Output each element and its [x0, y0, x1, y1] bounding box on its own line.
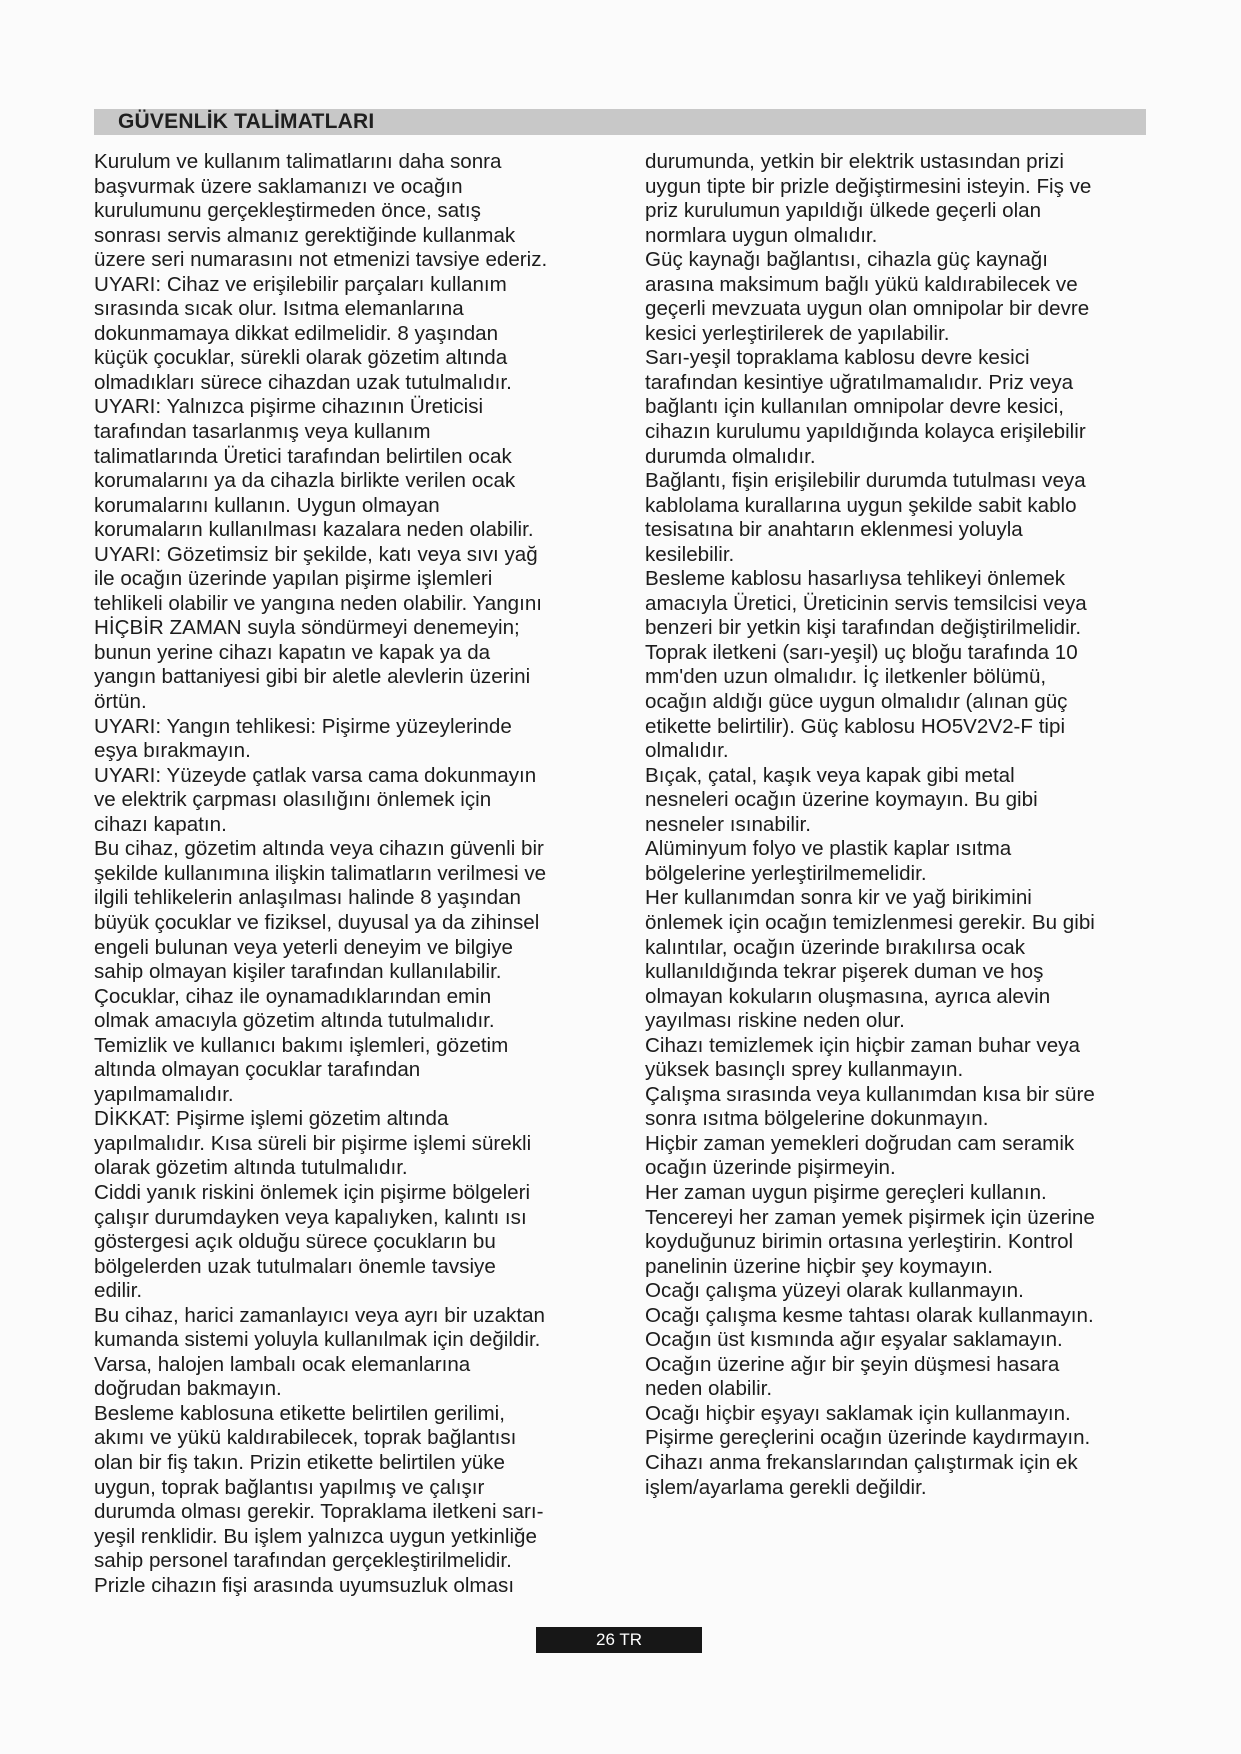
text-line: göstergesi açık olduğu sürece çocukların bu [94, 1230, 496, 1254]
text-line: nesneler ısınabilir. [645, 812, 811, 836]
text-line: UYARI: Gözetimsiz bir şekilde, katı veya sıvı yağ [94, 542, 538, 566]
text-line: küçük çocuklar, sürekli olarak gözetim altında [94, 346, 508, 370]
text-line: bunun yerine cihazı kapatın ve kapak ya da [94, 640, 491, 664]
text-line: bağlantı için kullanılan omnipolar devre kesici, [645, 395, 1064, 419]
text-line: olmak amacıyla gözetim altında tutulmalıdır. [94, 1009, 495, 1033]
text-line: nesneleri ocağın üzerine koymayın. Bu gibi [645, 788, 1038, 812]
text-line: uygun tipte bir prizle değiştirmesini isteyin. Fiş ve [645, 174, 1092, 198]
text-line: durumda olmalıdır. [645, 444, 816, 468]
text-line: mm'den uzun olmalıdır. İç iletkenler bölümü, [645, 665, 1047, 689]
text-line: olmadıkları sürece cihazdan uzak tutulmalıdır. [94, 370, 512, 394]
text-line: korumalarını ya da cihazla birlikte verilen ocak [94, 469, 516, 493]
text-line: Bıçak, çatal, kaşık veya kapak gibi metal [645, 763, 1015, 787]
text-line: olarak gözetim altında tutulmalıdır. [94, 1156, 408, 1180]
text-line: Cihazı anma frekanslarından çalıştırmak için ek [645, 1450, 1078, 1474]
right-text-column [645, 150, 1165, 1500]
text-line: yapılmalıdır. Kısa süreli bir pişirme işlemi sürekli [94, 1131, 532, 1155]
text-line: üzere seri numarasını not etmenizi tavsiye ederiz. [94, 248, 548, 272]
text-line: Ocağın üzerine ağır bir şeyin düşmesi hasara [645, 1352, 1060, 1376]
text-line: Ocağı çalışma kesme tahtası olarak kullanmayın. [645, 1303, 1094, 1327]
text-line: Alüminyum folyo ve plastik kaplar ısıtma [645, 837, 1012, 861]
text-line: kumanda sistemi yoluyla kullanılmak için değildir. [94, 1328, 541, 1352]
text-line: şekilde kullanımına ilişkin talimatların verilmesi ve [94, 861, 547, 885]
text-line: durumunda, yetkin bir elektrik ustasından prizi [645, 150, 1064, 173]
text-line: panelinin üzerine hiçbir şey koymayın. [645, 1254, 993, 1278]
text-line: tarafından tasarlanmış veya kullanım [94, 420, 431, 444]
text-line: kesici yerleştirilerek de yapılabilir. [645, 321, 950, 345]
text-line: Çocuklar, cihaz ile oynamadıklarından emin [94, 984, 492, 1008]
text-line: kesilebilir. [645, 542, 735, 566]
text-line: eşya bırakmayın. [94, 739, 251, 763]
text-line: Prizle cihazın fişi arasında uyumsuzluk olması [94, 1573, 515, 1597]
text-line: olmayan kokuların oluşmasına, ayrıca alevin [645, 984, 1051, 1008]
text-line: engeli bulunan veya yeterli deneyim ve bilgiye [94, 935, 513, 959]
text-line: Temizlik ve kullanıcı bakımı işlemleri, gözetim [94, 1033, 509, 1057]
text-line: bölgelerden uzak tutulmaları önemle tavsiye [94, 1254, 496, 1278]
text-line: cihazın kurulumu yapıldığında kolayca erişilebilir [645, 420, 1086, 444]
text-line: yayılması riskine neden olur. [645, 1009, 905, 1033]
text-line: Toprak iletkeni (sarı-yeşil) uç bloğu tarafında 10 [645, 640, 1078, 664]
text-line: priz kurulumun yapıldığı ülkede geçerli olan [645, 199, 1042, 223]
text-line: işlem/ayarlama gerekli değildir. [645, 1475, 927, 1499]
text-line: Bu cihaz, harici zamanlayıcı veya ayrı bir uzaktan [94, 1303, 545, 1327]
text-line: geçerli mevzuata uygun olan omnipolar bir devre [645, 297, 1090, 321]
text-line: kullanıldığında tekrar pişerek duman ve hoş [645, 960, 1044, 984]
text-line: Kurulum ve kullanım talimatlarını daha sonra [94, 150, 502, 173]
text-line: Sarı-yeşil topraklama kablosu devre kesici [645, 346, 1030, 370]
text-line: DİKKAT: Pişirme işlemi gözetim altında [94, 1107, 449, 1131]
text-line: Bağlantı, fişin erişilebilir durumda tutulması veya [645, 469, 1086, 493]
text-line: Her zaman uygun pişirme gereçleri kullanın. [645, 1180, 1047, 1204]
text-line: yüksek basınçlı sprey kullanmayın. [645, 1058, 964, 1082]
text-line: cihazı kapatın. [94, 812, 227, 836]
text-line: bölgelerine yerleştirilmemelidir. [645, 861, 927, 885]
text-line: Varsa, halojen lambalı ocak elemanlarına [94, 1352, 471, 1376]
text-line: UYARI: Yüzeyde çatlak varsa cama dokunmayın [94, 763, 537, 787]
text-line: neden olabilir. [645, 1377, 773, 1401]
text-line: korumaların kullanılması kazalara neden olabilir. [94, 518, 534, 542]
text-line: etikette belirtilir). Güç kablosu HO5V2V2-F tipi [645, 714, 1066, 738]
text-line: sonra ısıtma bölgelerine dokunmayın. [645, 1107, 989, 1131]
text-line: kablolama kurallarına uygun şekilde sabit kablo [645, 493, 1077, 517]
text-line: sonrası servis almanız gerektiğinde kullanmak [94, 223, 516, 247]
text-line: benzeri bir yetkin kişi tarafından değiştirilmelidir. [645, 616, 1082, 640]
text-line: yapılmamalıdır. [94, 1082, 234, 1106]
text-line: ve elektrik çarpması olasılığını önlemek için [94, 788, 492, 812]
text-line: altında olmayan çocuklar tarafından [94, 1058, 421, 1082]
text-line: UYARI: Yangın tehlikesi: Pişirme yüzeylerinde [94, 714, 512, 738]
text-line: UYARI: Yalnızca pişirme cihazının Üreticisi [94, 395, 484, 419]
text-line: korumalarını kullanın. Uygun olmayan [94, 493, 440, 517]
text-line: yangın battaniyesi gibi bir aletle alevlerin üzerini [94, 665, 531, 689]
text-line: Ciddi yanık riskini önlemek için pişirme bölgeleri [94, 1180, 531, 1204]
text-line: Güç kaynağı bağlantısı, cihazla güç kaynağı [645, 248, 1048, 272]
text-line: tarafından kesintiye uğratılmamalıdır. Priz veya [645, 370, 1074, 394]
text-line: durumda olması gerekir. Topraklama iletkeni sarı- [94, 1500, 544, 1524]
text-line: uygun, toprak bağlantısı yapılmış ve çalışır [94, 1475, 485, 1499]
text-line: doğrudan bakmayın. [94, 1377, 282, 1401]
text-line: kurulumunu gerçekleştirmeden önce, satış [94, 199, 481, 223]
text-line: dokunmamaya dikkat edilmelidir. 8 yaşından [94, 321, 499, 345]
text-line: Besleme kablosu hasarlıysa tehlikeyi önlemek [645, 567, 1066, 591]
text-line: tehlikeli olabilir ve yangına neden olabilir. Yangını [94, 591, 543, 615]
text-line: Besleme kablosuna etikette belirtilen gerilimi, [94, 1401, 505, 1425]
text-line: Her kullanımdan sonra kir ve yağ birikimini [645, 886, 1032, 910]
section-header-bar [94, 109, 1146, 135]
text-line: Çalışma sırasında veya kullanımdan kısa bir süre [645, 1082, 1095, 1106]
text-line: önlemek için ocağın temizlenmesi gerekir. Bu gibi [645, 910, 1095, 934]
page-number-badge: 26 TR [536, 1627, 702, 1653]
text-line: Ocağı çalışma yüzeyi olarak kullanmayın. [645, 1279, 1024, 1303]
text-line: UYARI: Cihaz ve erişilebilir parçaları kullanım [94, 272, 507, 296]
text-line: çalışır durumdayken veya kapalıyken, kalıntı ısı [94, 1205, 527, 1229]
text-line: ile ocağın üzerinde yapılan pişirme işlemleri [94, 567, 493, 591]
text-line: amacıyla Üretici, Üreticinin servis temsilcisi veya [645, 591, 1087, 615]
text-line: olan bir fiş takın. Prizin etikette belirtilen yüke [94, 1450, 505, 1474]
text-line: sahip olmayan kişiler tarafından kullanılabilir. [94, 960, 502, 984]
text-line: ocağın aldığı güce uygun olmalıdır (alınan güç [645, 690, 1068, 714]
text-line: HİÇBİR ZAMAN suyla söndürmeyi denemeyin; [94, 616, 520, 640]
section-title: GÜVENLİK TALİMATLARI [118, 110, 375, 133]
text-line: olmalıdır. [645, 739, 729, 763]
text-line: kalıntılar, ocağın üzerinde bırakılırsa ocak [645, 935, 1026, 959]
left-text-column [94, 150, 614, 1598]
text-line: örtün. [94, 690, 147, 714]
text-line: sırasında sıcak olur. Isıtma elemanlarına [94, 297, 464, 321]
text-line: arasına maksimum bağlı yükü kaldırabilecek ve [645, 272, 1078, 296]
text-line: akımı ve yükü kaldırabilecek, toprak bağlantısı [94, 1426, 517, 1450]
text-line: ocağın üzerinde pişirmeyin. [645, 1156, 896, 1180]
text-line: büyük çocuklar ve fiziksel, duyusal ya da zihinsel [94, 910, 540, 934]
text-line: normlara uygun olmalıdır. [645, 223, 878, 247]
text-line: talimatlarında Üretici tarafından belirtilen ocak [94, 444, 512, 468]
text-line: Hiçbir zaman yemekleri doğrudan cam seramik [645, 1131, 1075, 1155]
text-line: koyduğunuz birimin ortasına yerleştirin. Kontrol [645, 1230, 1074, 1254]
text-line: Tencereyi her zaman yemek pişirmek için üzerine [645, 1205, 1095, 1229]
text-line: Ocağı hiçbir eşyayı saklamak için kullanmayın. [645, 1401, 1071, 1425]
text-line: ilgili tehlikelerin anlaşılması halinde 8 yaşından [94, 886, 521, 910]
text-line: tesisatına bir anahtarın eklenmesi yoluyla [645, 518, 1023, 542]
text-line: başvurmak üzere saklamanızı ve ocağın [94, 174, 463, 198]
text-line: yeşil renklidir. Bu işlem yalnızca uygun yetkinliğe [94, 1524, 537, 1548]
text-line: sahip personel tarafından gerçekleştirilmelidir. [94, 1549, 512, 1573]
text-line: Cihazı temizlemek için hiçbir zaman buhar veya [645, 1033, 1080, 1057]
text-line: Bu cihaz, gözetim altında veya cihazın güvenli bir [94, 837, 544, 861]
text-line: Ocağın üst kısmında ağır eşyalar saklamayın. [645, 1328, 1063, 1352]
text-line: Pişirme gereçlerini ocağın üzerinde kaydırmayın. [645, 1426, 1091, 1450]
text-line: edilir. [94, 1279, 143, 1303]
